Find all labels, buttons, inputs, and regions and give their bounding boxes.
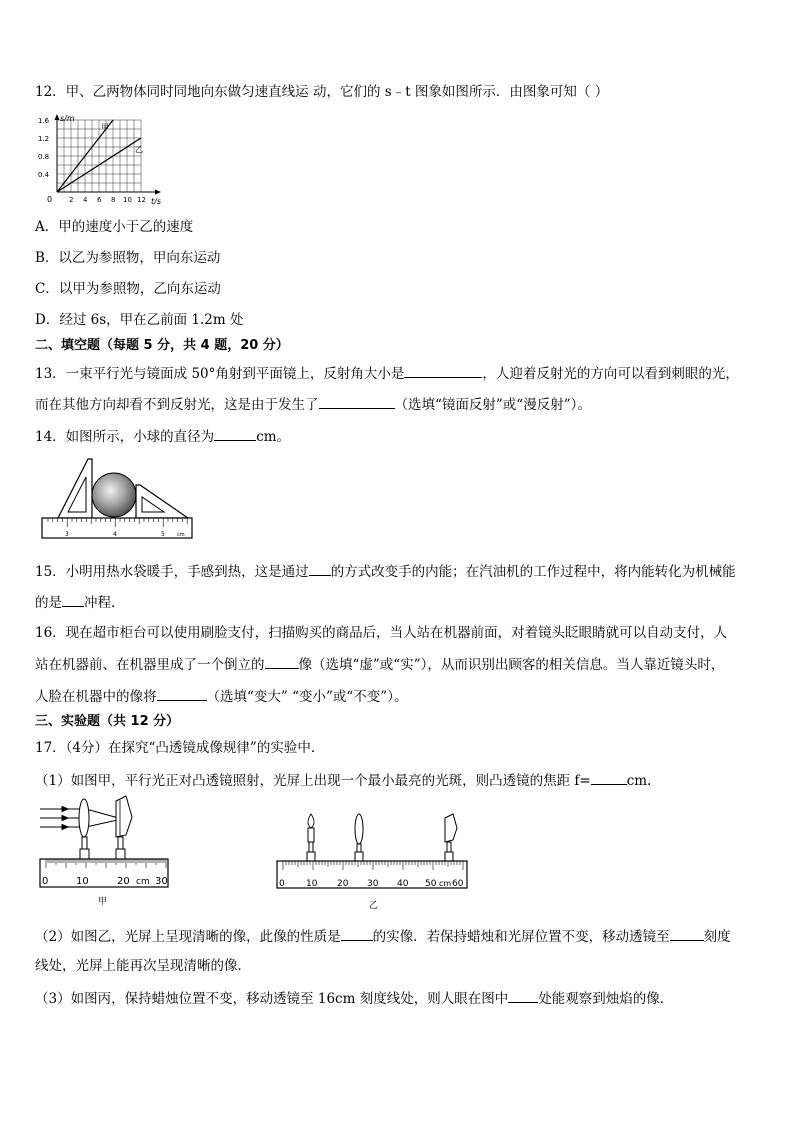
graph-label-yi: 乙 xyxy=(135,145,143,154)
q17-part-1 xyxy=(35,770,651,791)
q17-blank-focal[interactable] xyxy=(591,770,627,785)
bench-jia-label-30: 30 xyxy=(155,876,168,887)
q15-blank-2[interactable] xyxy=(62,592,84,607)
ball xyxy=(92,473,136,517)
q13-blank-1[interactable] xyxy=(404,363,482,378)
bench-yi-label-10: 10 xyxy=(306,879,318,889)
q16-blank-2[interactable] xyxy=(157,686,207,701)
q17-part-2-line-2: 线处，光屏上能再次呈现清晰的像． xyxy=(35,958,251,974)
bench-yi-label-60: 60 xyxy=(452,879,464,889)
lens-holder xyxy=(82,837,87,849)
graph-y-arrow xyxy=(55,114,60,120)
q14-text-a: 14．如图所示，小球的直径为 xyxy=(35,429,215,445)
q12-stem: 12．甲、乙两物体同时同地向东做匀速直线运 动，它们的 s﹣t 图象如图所示．由图象可知（ ） xyxy=(35,84,609,100)
bench-jia-label-0: 0 xyxy=(42,876,49,887)
q17-stem: 17．（4分）在探究“凸透镜成像规律”的实验中． xyxy=(35,740,325,756)
q12-option-d: D．经过 6s，甲在乙前面 1.2m 处 xyxy=(35,312,244,328)
q13-line-2 xyxy=(35,394,591,415)
left-set-square-inner xyxy=(68,477,86,512)
q17-p2-text-b: 的实像．若保持蜡烛和光屏位置不变，移动透镜至 xyxy=(372,929,670,945)
ruler-label-4: 4 xyxy=(113,531,117,538)
x-tick-label: 4 xyxy=(83,196,88,204)
ruler-unit: cm xyxy=(177,532,185,538)
q17-p1-text-a: （1）如图甲，平行光正对凸透镜照射，光屏上出现一个最小最亮的光斑，则凸透镜的焦距 f= xyxy=(35,773,591,789)
q15-text-1b: 的方式改变手的内能；在汽油机的工作过程中，将内能转化为机械能 xyxy=(330,564,736,580)
q15-text-2a: 的是 xyxy=(35,595,62,611)
bench-jia-unit: cm xyxy=(136,877,150,887)
q16-text-2a: 站在机器前、在机器里成了一个倒立的 xyxy=(35,657,265,673)
graph-label-jia: 甲 xyxy=(101,123,109,132)
screen-holder xyxy=(118,837,123,849)
graph-origin-label: 0 xyxy=(47,195,53,204)
q17-p2-text-a: （2）如图乙，光屏上呈现清晰的像，此像的性质是 xyxy=(35,929,341,945)
left-set-square xyxy=(58,459,92,518)
x-tick-label: 2 xyxy=(69,196,74,204)
q15-blank-1[interactable] xyxy=(309,561,331,576)
q16-line-3 xyxy=(35,686,407,707)
graph-y-ticks xyxy=(38,117,50,179)
candle xyxy=(308,828,314,842)
figure-jia-caption: 甲 xyxy=(98,897,108,907)
q17-part-3 xyxy=(35,988,673,1009)
q17-part-2-line-1 xyxy=(35,926,731,947)
ruler-label-3: 3 xyxy=(65,531,69,538)
convex-lens xyxy=(79,799,89,837)
x-tick-label: 12 xyxy=(137,196,146,204)
q15-line-2 xyxy=(35,592,125,613)
q17-blank-eye-position[interactable] xyxy=(508,988,538,1003)
ruler-label-5: 5 xyxy=(161,531,165,538)
q12-option-c: C．以甲为参照物，乙向东运动 xyxy=(35,281,221,297)
y-tick-label: 1.2 xyxy=(38,135,50,143)
q14-blank[interactable] xyxy=(214,426,256,441)
light-screen xyxy=(116,796,132,837)
q14-stem xyxy=(35,426,290,447)
q14-text-b: cm。 xyxy=(256,429,291,445)
q13-text-2a: 而在其他方向却看不到反射光，这是由于发生了 xyxy=(35,397,319,413)
q17-figure-yi xyxy=(275,812,475,912)
q12-st-graph xyxy=(35,112,175,208)
q16-text-2b: 像（选填“虚”或“实”），从而识别出顾客的相关信息。当人靠近镜头时， xyxy=(298,657,725,673)
graph-x-arrow xyxy=(155,190,161,195)
bench-yi-label-30: 30 xyxy=(367,879,379,889)
bench-yi-label-20: 20 xyxy=(337,879,349,889)
q17-figure-jia xyxy=(38,795,173,910)
graph-grid xyxy=(57,120,141,192)
x-tick-label: 8 xyxy=(111,196,116,204)
q17-p1-text-b: cm. xyxy=(626,773,652,789)
q14-ruler-figure xyxy=(40,455,200,545)
bench-yi-label-50: 50 xyxy=(425,879,437,889)
q15-text-1a: 15．小明用热水袋暖手，手感到热，这是通过 xyxy=(35,564,309,580)
q12-option-b: B．以乙为参照物，甲向东运动 xyxy=(35,250,221,266)
x-tick-label: 10 xyxy=(123,196,132,204)
q15-text-2b: 冲程． xyxy=(84,595,125,611)
y-tick-label: 0.4 xyxy=(38,171,50,179)
q16-text-3b: （选填“变大” “变小”或“不变”）。 xyxy=(206,689,408,705)
q16-text-3a: 人脸在机器中的像将 xyxy=(35,689,157,705)
y-tick-label: 1.6 xyxy=(38,117,50,125)
lens-yi xyxy=(355,814,363,844)
bench-yi-unit: cm xyxy=(439,879,452,888)
bench-yi-label-0: 0 xyxy=(279,879,285,889)
y-tick-label: 0.8 xyxy=(38,153,50,161)
bench-yi-label-40: 40 xyxy=(397,879,409,889)
q17-blank-image-property[interactable] xyxy=(341,926,373,941)
q17-p2-text-c: 刻度 xyxy=(703,929,731,945)
q17-p3-text-b: 处能观察到烛焰的像． xyxy=(538,991,674,1007)
q13-text-1a: 13．一束平行光与镜面成 50°角射到平面镜上，反射角大小是 xyxy=(35,366,405,382)
x-tick-label: 6 xyxy=(97,196,102,204)
q16-line-1: 16．现在超市柜台可以使用刷脸支付，扫描购买的商品后，当人站在机器前面，对着镜头眨眼睛就可以自动支付，人 xyxy=(35,625,728,641)
graph-y-axis-label: s/m xyxy=(60,114,75,123)
section-3-title: 三、实验题（共 12 分） xyxy=(35,714,180,729)
bench-jia-label-10: 10 xyxy=(76,876,89,887)
q15-line-1 xyxy=(35,561,736,582)
section-2-title: 二、填空题（每题 5 分，共 4 题，20 分） xyxy=(35,338,289,353)
graph-x-axis-label: t/s xyxy=(151,197,161,206)
screen-yi xyxy=(445,814,457,842)
q16-line-2 xyxy=(35,654,724,675)
q12-option-a: A．甲的速度小于乙的速度 xyxy=(35,219,194,235)
graph-x-ticks xyxy=(69,196,146,204)
q16-blank-1[interactable] xyxy=(265,654,299,669)
q13-text-2b: （选填“镜面反射”或“漫反射”）。 xyxy=(394,397,591,413)
q17-blank-scale[interactable] xyxy=(670,926,704,941)
bench-jia-label-20: 20 xyxy=(117,876,130,887)
q17-p3-text-a: （3）如图丙，保持蜡烛位置不变，移动透镜至 16cm 刻度线处，则人眼在图中 xyxy=(35,991,509,1007)
q13-line-1 xyxy=(35,363,739,384)
right-set-square xyxy=(136,485,188,518)
q13-blank-2[interactable] xyxy=(319,394,395,409)
candle-flame xyxy=(308,814,314,828)
q13-text-1b: ，人迎着反射光的方向可以看到刺眼的光， xyxy=(482,366,739,382)
figure-yi-caption: 乙 xyxy=(369,901,379,911)
